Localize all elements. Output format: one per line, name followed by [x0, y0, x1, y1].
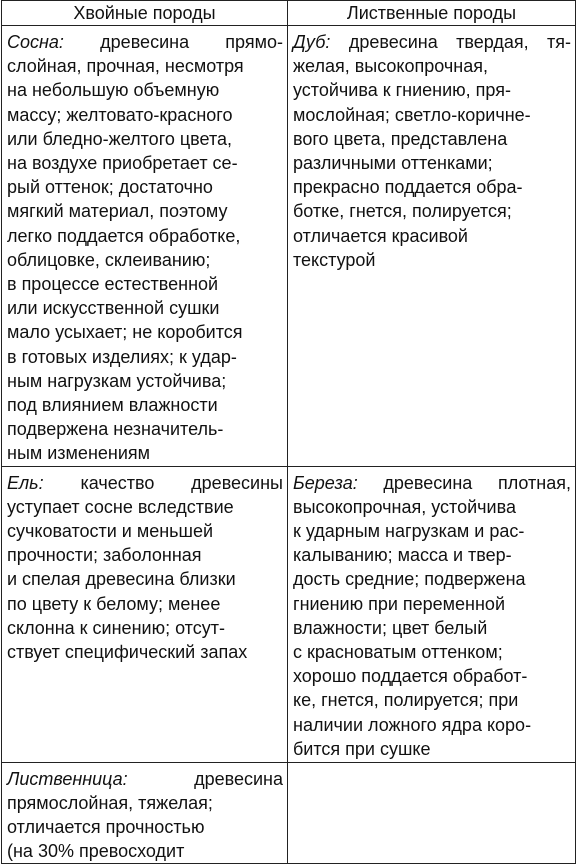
table-row	[2, 466, 576, 762]
species-name: Лиственница:	[7, 768, 128, 789]
description-line: рый оттенок; достаточно	[7, 177, 213, 198]
description-text: древесина твердая, тя-	[348, 32, 571, 52]
description-line: на небольшую объемную	[7, 80, 220, 101]
table-row	[2, 762, 576, 864]
description-line: отличается красивой	[293, 225, 468, 246]
description-line: по цвету к белому; менее	[7, 593, 221, 614]
description-line: или бледно-желтого цвета,	[7, 128, 233, 149]
cell-pine	[2, 26, 288, 467]
description-line: мягкий материал, поэтому	[7, 201, 228, 222]
description-line	[7, 30, 283, 54]
description-line: высокопрочная, устойчива	[293, 496, 516, 517]
description-line: устойчива к гниению, пря-	[293, 80, 511, 101]
description-text: древесина прямо-	[100, 32, 283, 52]
species-name: Сосна:	[7, 32, 64, 52]
description-line: ным нагрузкам устойчива;	[7, 370, 227, 391]
description-line: прекрасно поддается обра-	[293, 177, 523, 198]
description-line: слойная, прочная, несмотря	[7, 56, 244, 77]
description-line: ным изменениям	[7, 443, 151, 464]
description-text: древесина	[194, 768, 283, 789]
description-line: на воздухе приобретает се-	[7, 153, 238, 174]
species-name: Береза:	[293, 472, 358, 493]
cell-empty	[288, 762, 576, 864]
description-line: мослойная; светло-коричне-	[293, 104, 531, 125]
description-line: с красноватым оттенком;	[293, 642, 503, 663]
description-line: или искусственной сушки	[7, 298, 220, 319]
description-line: различными оттенками;	[293, 153, 493, 174]
description-line: влажности; цвет белый	[293, 617, 488, 638]
species-name: Ель:	[7, 472, 44, 493]
description-text: качество древесины	[80, 472, 283, 493]
description-line: желая, высокопрочная,	[293, 56, 488, 77]
description-line: дость средние; подвержена	[293, 569, 526, 590]
species-name: Дуб:	[293, 32, 331, 52]
header-row	[2, 1, 576, 26]
cell-birch	[288, 466, 576, 762]
description-line: сучковатости и меньшей	[7, 521, 214, 542]
description-line: ке, гнется, полируется; при	[293, 690, 519, 711]
description-line	[293, 471, 571, 495]
wood-species-table	[1, 0, 576, 864]
description-line: хорошо поддается обработ-	[293, 666, 528, 687]
header-softwood: Хвойные породы	[2, 1, 288, 26]
description-line	[293, 30, 571, 54]
description-line: ботке, гнется, полируется;	[293, 201, 512, 222]
cell-larch	[2, 762, 288, 864]
description-line: наличии ложного ядра коро-	[293, 714, 532, 735]
description-line	[7, 471, 283, 495]
description-text: древесина плотная,	[383, 472, 571, 493]
cell-spruce	[2, 466, 288, 762]
cell-oak	[288, 26, 576, 467]
description-line: в готовых изделиях; к удар-	[7, 346, 237, 367]
description-line: в процессе естественной	[7, 274, 219, 295]
description-line: ствует специфический запах	[7, 642, 248, 663]
description-line: подвержена незначитель-	[7, 419, 224, 440]
description-line: легко поддается обработке,	[7, 225, 241, 246]
description-line: отличается прочностью	[7, 817, 205, 838]
description-line: под влиянием влажности	[7, 395, 218, 416]
description-line: облицовке, склеиванию;	[7, 249, 211, 270]
description-line: калыванию; масса и твер-	[293, 545, 512, 566]
description-line: вого цвета, представлена	[293, 128, 508, 149]
description-line: прочности; заболонная	[7, 545, 202, 566]
description-line: уступает сосне вследствие	[7, 496, 234, 517]
description-line: массу; желтовато-красного	[7, 104, 233, 125]
description-line: к ударным нагрузкам и рас-	[293, 521, 525, 542]
description-line: (на 30% превосходит	[7, 841, 185, 862]
description-line: текстурой	[293, 249, 376, 270]
description-line: гниению при переменной	[293, 593, 505, 614]
description-line: склонна к синению; отсут-	[7, 617, 225, 638]
description-line	[7, 767, 283, 791]
description-line: мало усыхает; не коробится	[7, 322, 243, 343]
description-line: и спелая древесина близки	[7, 569, 236, 590]
table-row	[2, 26, 576, 467]
description-line: бится при сушке	[293, 738, 431, 759]
header-hardwood: Лиственные породы	[288, 1, 576, 26]
description-line: прямослойная, тяжелая;	[7, 792, 213, 813]
